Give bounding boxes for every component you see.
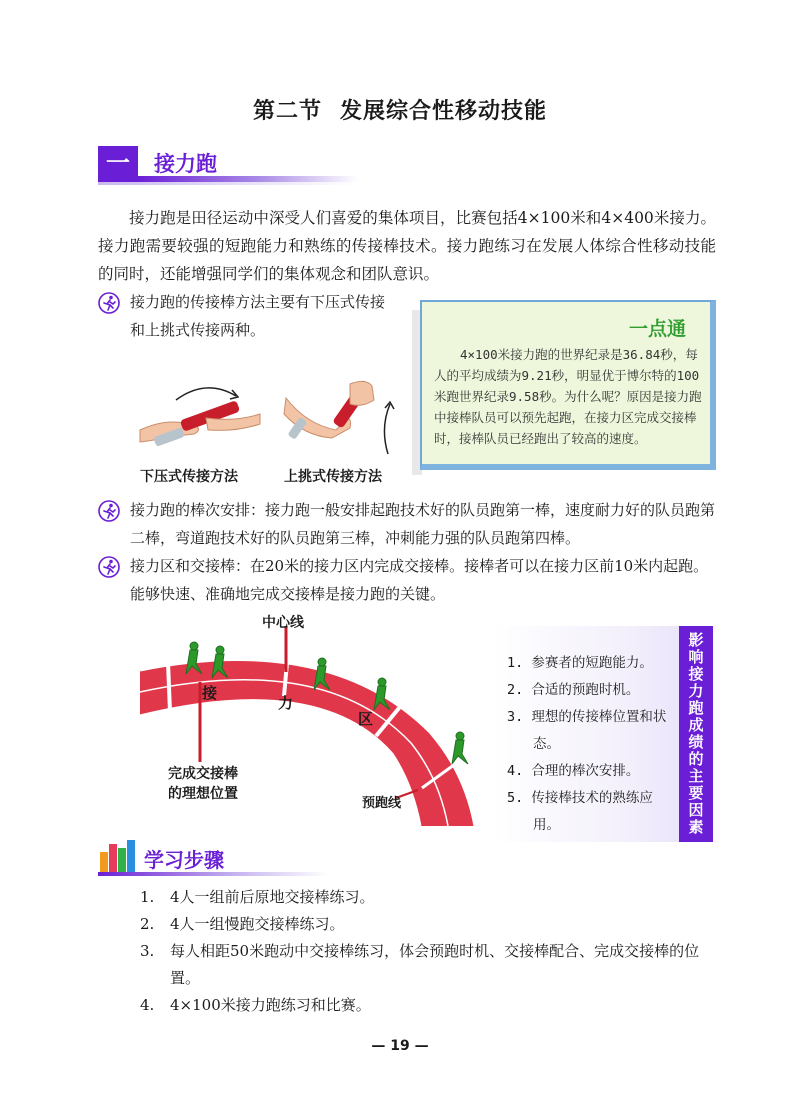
factor-item: 4. 合理的棒次安排。 (507, 763, 640, 779)
tip-box-panel (420, 300, 716, 470)
label-ideal-line-2: 的理想位置 (168, 786, 238, 802)
steps-list (140, 884, 720, 1019)
bullet-zone (98, 552, 716, 608)
label-ideal-position (168, 764, 238, 804)
baton-pass-illustration (136, 378, 406, 458)
label-center-line: 中心线 (262, 615, 304, 631)
bullet-order (98, 496, 716, 552)
label-ideal-line-1: 完成交接棒 (168, 766, 238, 782)
zone-start-line (168, 662, 170, 712)
label-zone-char-2: 力 (278, 694, 294, 712)
bullet-text: 接力跑的棒次安排：接力跑一般安排起跑技术好的队员跑第一棒，速度耐力好的队员跑第二棒，弯道跑技术好的队员跑第三棒，冲刺能力强的队员跑第四棒。 (130, 501, 716, 547)
label-pre-run-line: 预跑线 (362, 796, 402, 811)
factors-side-title-text: 影响接力跑成绩的主要因素 (686, 632, 705, 836)
caption-down-pass: 下压式传接方法 (140, 469, 238, 485)
runner-icon (98, 556, 120, 578)
label-zone-char-3: 区 (358, 710, 374, 728)
tip-box (412, 300, 716, 470)
steps-title: 学习步骤 (144, 848, 224, 872)
runner-icon (98, 292, 120, 314)
up-pass-arrow (384, 404, 390, 454)
chapter-section-label: 第二节 (252, 98, 322, 124)
runner-icon (98, 500, 120, 522)
bar-chart-icon (98, 838, 138, 874)
down-pass-arrow (176, 388, 236, 400)
tip-title: 一点通 (628, 318, 686, 340)
caption-up-pass: 上挑式传接方法 (284, 469, 382, 485)
chapter-title (0, 94, 800, 125)
bullet-text: 接力区和交接棒：在20米的接力区内完成交接棒。接棒者可以在接力区前10米内起跑。能够快速、准确地完成交接棒是接力跑的关键。 (130, 557, 709, 603)
intro-paragraph: 接力跑是田径运动中深受人们喜爱的集体项目，比赛包括4×100米和4×400米接力。接力跑需要较强的短跑能力和熟练的传接棒技术。接力跑练习在发展人体综合性移动技能的同时，还能增强同学们的集体观念和团队意识。 (98, 209, 716, 283)
step-item: 3. 每人相距50米跑动中交接棒练习，体会预跑时机、交接棒配合、完成交接棒的位置。 (140, 942, 700, 987)
section-number-badge: 一 (98, 146, 138, 182)
factors-list (507, 650, 677, 839)
bullet-text: 接力跑的传接棒方法主要有下压式传接和上挑式传接两种。 (130, 293, 386, 339)
factor-item: 1. 参赛者的短跑能力。 (507, 655, 653, 671)
factor-item: 3. 理想的传接棒位置和状态。 (507, 709, 667, 752)
steps-underline (98, 872, 328, 876)
factors-side-title (679, 626, 713, 842)
section-name: 接力跑 (154, 152, 217, 176)
section-heading (98, 146, 360, 188)
factor-item: 5. 传接棒技术的熟练应用。 (507, 790, 653, 833)
bullet-pass-methods (98, 288, 398, 344)
chapter-title-text: 发展综合性移动技能 (340, 98, 548, 124)
steps-heading (98, 838, 398, 882)
section-underline-shadow (98, 182, 358, 185)
factor-item: 2. 合适的预跑时机。 (507, 682, 640, 698)
factors-panel (493, 626, 713, 842)
label-zone-char-1: 接 (202, 684, 218, 702)
step-item: 2. 4人一组慢跑交接棒练习。 (140, 915, 345, 933)
page-number: — 19 — (371, 1038, 429, 1054)
step-item: 4. 4×100米接力跑练习和比赛。 (140, 996, 371, 1014)
step-item: 1. 4人一组前后原地交接棒练习。 (140, 888, 375, 906)
tip-text: 4×100米接力跑的世界纪录是36.84秒，每人的平均成绩为9.21秒，明显优于博尔特的100米跑世界纪录9.58秒。为什么呢？原因是接力跑中接棒队员可以预先起跑，在接力区完成交接棒时，接棒队员已经跑出了较高的速度。 (434, 347, 702, 446)
